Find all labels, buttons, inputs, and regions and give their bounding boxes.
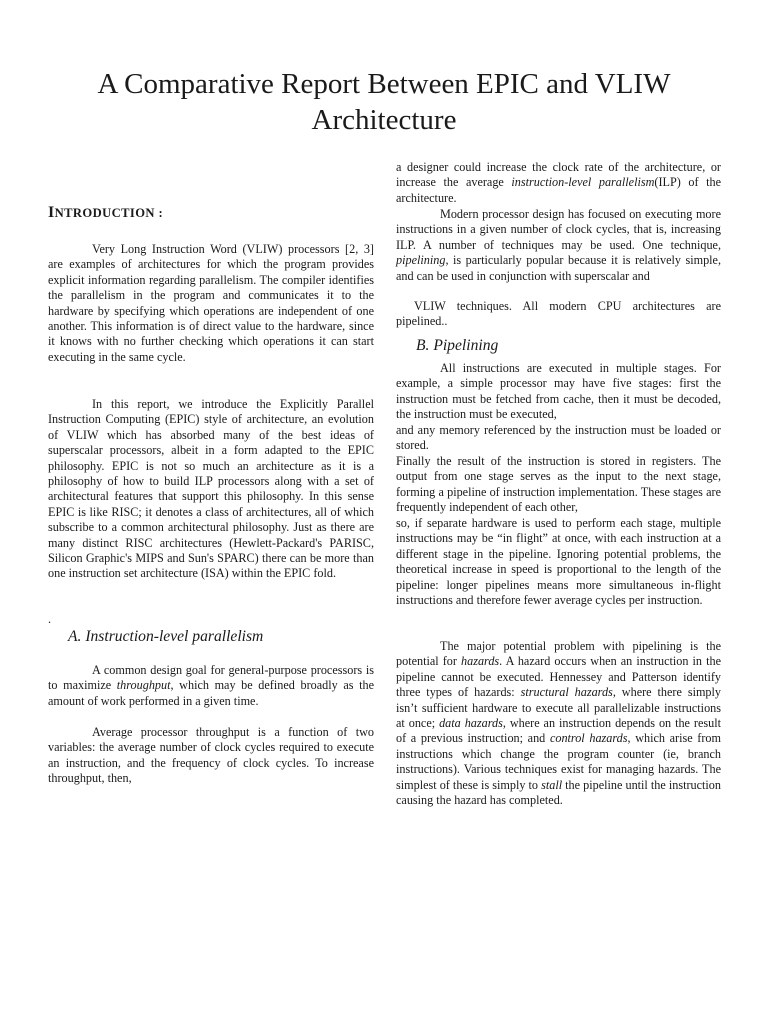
ilp-paragraph-3: Modern processor design has focused on executing more instructions in a given number of clock cycles, that is, increasing ILP. A number of techniques may be used. One technique, pipelining, is particularly popular because it is relatively simple, and can be used in conjunction with superscalar and bbox=[396, 207, 721, 283]
term-throughput: throughput bbox=[116, 678, 171, 693]
term-control-hazards: control hazards bbox=[549, 731, 628, 746]
page-title: A Comparative Report Between EPIC and VLIW Architecture bbox=[97, 68, 671, 136]
term-pipelining: pipelining bbox=[396, 253, 446, 268]
ilp-paragraph-2: Average processor throughput is a function of two variables: the average number of clock cycles required to execute an instruction, and the frequency of clock cycles. To increase throughput, then, bbox=[48, 725, 374, 786]
pipelining-paragraph-4: so, if separate hardware is used to perform each stage, multiple instructions may be “in flight” at once, with each instruction at a different stage in the pipeline. Ignoring potential problems, the theoretical increase in speed is proportional to the length of the pipeline: longer pipelines means more simultaneous in-flight instructions and therefore fewer average cycles per instruction. bbox=[396, 516, 721, 608]
term-ilp: instruction-level parallelism bbox=[511, 175, 655, 190]
term-data-hazards: data hazards bbox=[439, 716, 503, 731]
pipelining-paragraph-1: All instructions are executed in multiple stages. For example, a simple processor may have five stages: first the instruction must be fetched from cache, then it must be decoded, the instruction must be executed, bbox=[396, 361, 721, 422]
intro-paragraph-2: In this report, we introduce the Explicitly Parallel Instruction Computing (EPIC) style of architecture, an evolution of VLIW which has absorbed many of the best ideas of superscalar processors, albeit in a form adapted to the EPIC philosophy. EPIC is not so much an architecture as it is a philosophy of how to build ILP processors along with a set of architectural features that support this philosophy. In this sense EPIC is like RISC; it denotes a class of architectures, all of which subscribe to a common architectural philosophy. Just as there are many distinct RISC architectures (Hewlett-Packard's PARISC, Silicon Graphic's MIPS and Sun's SPARC) there can be more than one instruction set architecture (ISA) within the EPIC fold. bbox=[48, 397, 374, 581]
intro-drop-cap: I bbox=[48, 204, 55, 221]
term-hazards: hazards bbox=[461, 654, 500, 669]
term-stall: stall bbox=[541, 777, 563, 792]
hazards-paragraph: The major potential problem with pipelining is the potential for hazards. A hazard occurs when an instruction in the pipeline cannot be executed. Hennessey and Patterson identify three types of hazards: structural hazards, where there simply isn’t sufficient hardware to execute all parallelizable instructions at once; data hazards, where an instruction depends on the result of a previous instruction; and control hazards, which arise from instructions which change the program counter (ie, branch instructions). Various techniques exist for managing hazards. The simplest of these is simply to stall the pipeline until the instruction causing the hazard has completed. bbox=[396, 639, 722, 808]
pipelining-paragraph-3: Finally the result of the instruction is stored in registers. The output from one stage serves as the input to the next stage, forming a pipeline of instruction implementation. These stages are frequently independent of each other, bbox=[396, 454, 721, 515]
section-heading-introduction bbox=[48, 205, 374, 221]
ilp-continuation: a designer could increase the clock rate of the architecture, or increase the average instruction-level parallelism(ILP) of the architecture. bbox=[396, 160, 721, 205]
pipelining-paragraph-2: and any memory referenced by the instruction must be loaded or stored. bbox=[396, 423, 721, 453]
ilp-paragraph-4: VLIW techniques. All modern CPU architectures are pipelined.. bbox=[396, 299, 721, 329]
ilp-paragraph-1: A common design goal for general-purpose processors is to maximize throughput, which may be defined broadly as the amount of work performed in a given time. bbox=[48, 663, 374, 708]
subsection-heading-ilp: A. Instruction-level parallelism bbox=[68, 628, 264, 645]
subsection-heading-pipelining: B. Pipelining bbox=[416, 337, 499, 354]
term-structural-hazards: structural hazards bbox=[520, 685, 613, 700]
intro-paragraph-1: Very Long Instruction Word (VLIW) processors [2, 3] are examples of architectures for which the program provides explicit information regarding parallelism. The compiler identifies the parallelism in the program and communicates it to the hardware by specifying which operations are independent of one another. This information is of direct value to the hardware, since it knows with no further checking which operations it can start executing in the same cycle. bbox=[48, 242, 374, 364]
stray-period: . bbox=[48, 612, 52, 626]
intro-heading-rest: NTRODUCTION : bbox=[54, 206, 164, 220]
